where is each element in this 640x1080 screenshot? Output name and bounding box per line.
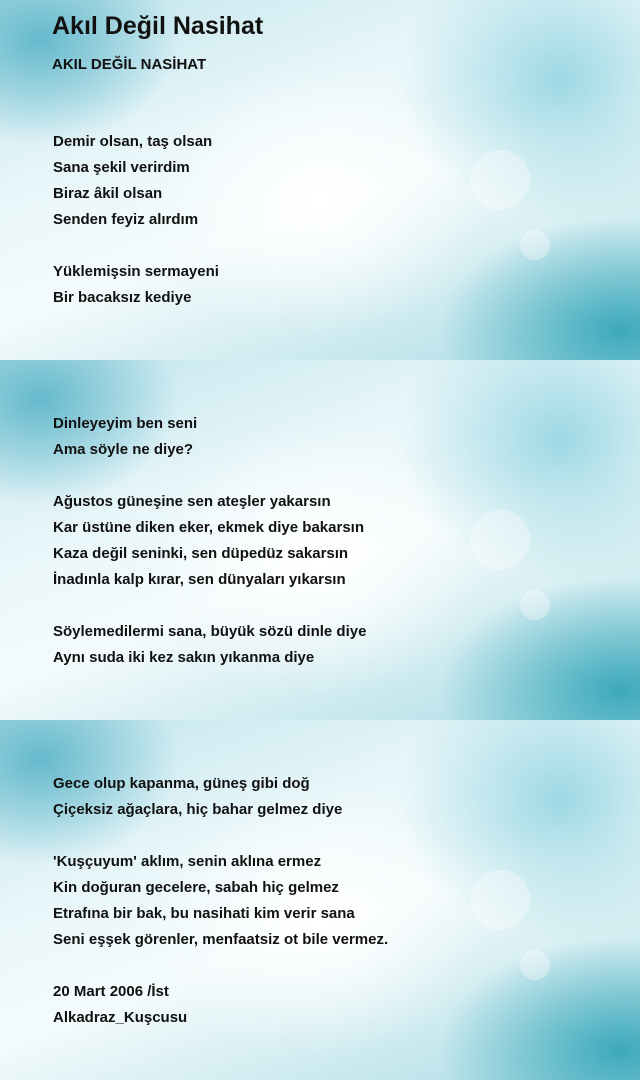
stanza-1 — [53, 129, 212, 233]
poem-line: Etrafına bir bak, bu nasihati kim verir sana — [53, 905, 355, 922]
poem-card-1 — [0, 0, 640, 360]
poem-line: Dinleyeyim ben seni — [53, 415, 198, 432]
poem-line: Gece olup kapanma, güneş gibi doğ — [53, 775, 310, 792]
poem-line: Kin doğuran gecelere, sabah hiç gelmez — [53, 879, 339, 896]
poem-line: Sana şekil verirdim — [53, 159, 190, 176]
poem-line: Yüklemişsin sermayeni — [53, 263, 219, 280]
poem-line: Kaza değil seninki, sen düpedüz sakarsın — [53, 545, 349, 562]
poem-line: Demir olsan, taş olsan — [53, 133, 213, 150]
poem-line: Bir bacaksız kediye — [53, 289, 192, 306]
poem-date: 20 Mart 2006 /İst — [53, 983, 169, 1000]
poem-line: Seni eşşek görenler, menfaatsiz ot bile vermez. — [53, 931, 389, 948]
poem-line: Ama söyle ne diye? — [53, 441, 194, 458]
poem-line: Çiçeksiz ağaçlara, hiç bahar gelmez diye — [53, 801, 343, 818]
poem-line: Aynı suda iki kez sakın yıkanma diye — [53, 649, 315, 666]
poem-line: Biraz âkil olsan — [53, 185, 163, 202]
poem-line: Ağustos güneşine sen ateşler yakarsın — [53, 493, 331, 510]
poem-line: İnadınla kalp kırar, sen dünyaları yıkarsın — [53, 571, 346, 588]
stanza-6 — [53, 771, 342, 823]
stanza-2 — [53, 259, 219, 311]
poem-card-3 — [0, 720, 640, 1080]
poem-line: Senden feyiz alırdım — [53, 211, 199, 228]
poem-line: Söylemedilermi sana, büyük sözü dinle diye — [53, 623, 367, 640]
stanza-7 — [53, 849, 388, 953]
signature — [53, 979, 187, 1031]
stanza-4 — [53, 489, 364, 593]
poem-title: Akıl Değil Nasihat — [52, 12, 264, 40]
poem-card-2 — [0, 360, 640, 720]
poem-author: Alkadraz_Kuşcusu — [53, 1009, 188, 1026]
poem-line: 'Kuşçuyum' aklım, senin aklına ermez — [53, 853, 322, 870]
poem-subtitle: AKIL DEĞİL NASİHAT — [52, 56, 207, 73]
poem-line: Kar üstüne diken eker, ekmek diye bakarsın — [53, 519, 364, 536]
stanza-5 — [53, 619, 366, 671]
stanza-3 — [53, 411, 197, 463]
